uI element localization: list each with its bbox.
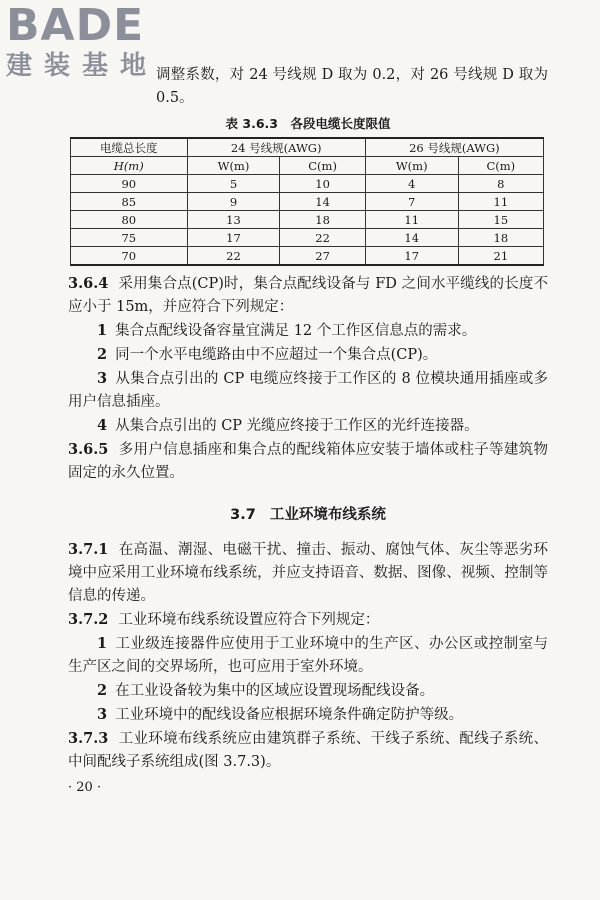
table-cell: 8 — [458, 175, 543, 193]
clause-3-7-3 — [68, 727, 548, 774]
table-cell: 10 — [280, 175, 365, 193]
section-title: 工业环境布线系统 — [269, 507, 386, 523]
clause-text: 工业环境布线系统设置应符合下列规定： — [118, 612, 380, 628]
clause-text: 在高温、潮湿、电磁干扰、撞击、振动、腐蚀气体、灰尘等恶劣环境中应采用工业环境布线系统，并应支持语音、数据、图像、视频、控制等信息的传递。 — [68, 542, 548, 604]
item-text: 工业级连接器件应使用于工业环境中的生产区、办公区或控制室与生产区之间的交界场所，也可应用于室外环境。 — [68, 636, 548, 675]
item-number: 3 — [97, 370, 108, 387]
clause-number: 3.7.2 — [68, 611, 109, 628]
item-number: 2 — [97, 346, 108, 363]
table-cell: 11 — [458, 193, 543, 211]
list-item — [68, 367, 548, 414]
item-number: 2 — [97, 682, 108, 699]
table-cell: 5 — [187, 175, 280, 193]
item-number: 4 — [97, 417, 108, 434]
item-text: 集合点配线设备容量宜满足 12 个工作区信息点的需求。 — [115, 323, 477, 339]
document-page — [68, 64, 548, 795]
table-subheader-row — [71, 157, 544, 175]
table-cell: 27 — [280, 247, 365, 266]
table-cell: 15 — [458, 211, 543, 229]
table-header-row — [71, 138, 544, 157]
page-number: · 20 · — [68, 780, 102, 795]
section-number: 3.7 — [230, 507, 256, 523]
header-c26: C(m) — [458, 157, 543, 175]
item-text: 工业环境中的配线设备应根据环境条件确定防护等级。 — [115, 707, 464, 723]
clause-number: 3.6.5 — [68, 441, 109, 458]
header-w26: W(m) — [365, 157, 458, 175]
clause-text: 多用户信息插座和集合点的配线箱体应安装于墙体或柱子等建筑物固定的永久位置。 — [68, 442, 548, 481]
item-text: 在工业设备较为集中的区域应设置现场配线设备。 — [115, 683, 435, 699]
table-row — [71, 211, 544, 229]
table-row — [71, 175, 544, 193]
header-c24: C(m) — [280, 157, 365, 175]
header-total-length: 电缆总长度 — [71, 138, 188, 157]
table-cell: 14 — [365, 229, 458, 247]
clause-number: 3.7.1 — [68, 541, 109, 558]
table-cell: 17 — [187, 229, 280, 247]
table-cell: 9 — [187, 193, 280, 211]
clause-3-6-4 — [68, 272, 548, 319]
table-cell: 4 — [365, 175, 458, 193]
item-number: 1 — [97, 322, 108, 339]
table-cell: 85 — [71, 193, 188, 211]
cable-length-table — [70, 137, 544, 266]
clause-3-7-1 — [68, 538, 548, 608]
table-cell: 7 — [365, 193, 458, 211]
clause-text: 采用集合点(CP)时，集合点配线设备与 FD 之间水平缆线的长度不应小于 15m，并应符合下列规定： — [68, 276, 548, 315]
list-item — [68, 679, 548, 703]
table-caption: 表 3.6.3 各段电缆长度限值 — [225, 116, 391, 131]
table-row — [71, 229, 544, 247]
section-heading — [68, 503, 548, 524]
item-text: 从集合点引出的 CP 光缆应终接于工作区的光纤连接器。 — [115, 418, 479, 434]
table-cell: 18 — [458, 229, 543, 247]
clause-3-7-2 — [68, 608, 548, 632]
table-cell: 17 — [365, 247, 458, 266]
intro-paragraph: 调整系数，对 24 号线规 D 取为 0.2，对 26 号线规 D 取为 0.5。 — [156, 67, 548, 106]
table-cell: 11 — [365, 211, 458, 229]
table-row — [71, 247, 544, 266]
clause-number: 3.6.4 — [68, 275, 109, 292]
header-h: H(m) — [71, 157, 188, 175]
table-cell: 18 — [280, 211, 365, 229]
table-cell: 21 — [458, 247, 543, 266]
list-item — [68, 414, 548, 438]
item-text: 从集合点引出的 CP 电缆应终接于工作区的 8 位模块通用插座或多用户信息插座。 — [68, 371, 548, 410]
table-cell: 22 — [280, 229, 365, 247]
list-item — [68, 319, 548, 343]
table-cell: 90 — [71, 175, 188, 193]
table-cell: 70 — [71, 247, 188, 266]
logo-text-cn: 建装基地 — [6, 51, 159, 81]
item-number: 3 — [97, 706, 108, 723]
list-item — [68, 632, 548, 679]
item-text: 同一个水平电缆路由中不应超过一个集合点(CP)。 — [115, 347, 438, 363]
clause-text: 工业环境布线系统应由建筑群子系统、干线子系统、配线子系统、中间配线子系统组成(图 3.7.3)。 — [68, 731, 548, 770]
header-awg24: 24 号线规(AWG) — [187, 138, 365, 157]
table-cell: 75 — [71, 229, 188, 247]
list-item — [68, 703, 548, 727]
item-number: 1 — [97, 635, 108, 652]
table-cell: 13 — [187, 211, 280, 229]
table-cell: 14 — [280, 193, 365, 211]
logo-text-en: BADE — [6, 0, 145, 51]
list-item — [68, 343, 548, 367]
clause-number: 3.7.3 — [68, 730, 109, 747]
header-w24: W(m) — [187, 157, 280, 175]
table-cell: 80 — [71, 211, 188, 229]
clause-3-6-5 — [68, 438, 548, 485]
table-row — [71, 193, 544, 211]
table-cell: 22 — [187, 247, 280, 266]
header-awg26: 26 号线规(AWG) — [365, 138, 543, 157]
